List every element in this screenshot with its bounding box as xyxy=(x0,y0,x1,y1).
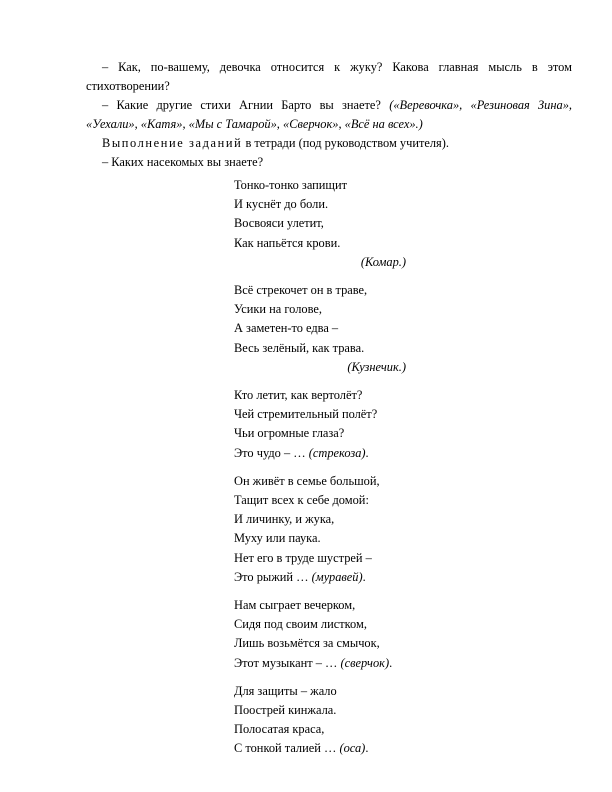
riddles-section xyxy=(234,176,464,768)
riddle-line: Кто летит, как вертолёт? xyxy=(234,388,363,403)
riddle-line: Тонко-тонко запищит xyxy=(234,178,348,192)
riddle-line-end: . xyxy=(362,569,366,584)
riddle-answer: (стрекоза) xyxy=(308,445,366,460)
riddle-line: Лишь возьмётся за смычок, xyxy=(234,636,380,651)
question-insects: – Каких насекомых вы знаете? xyxy=(102,155,264,169)
task-detail: в тетради (под руководством учителя). xyxy=(245,136,449,150)
riddle-line: Всё стрекочет он в траве, xyxy=(234,283,368,298)
question-other-poems-text: – Какие другие стихи Агнии Барто вы знаете? xyxy=(102,98,381,112)
riddle-last-line xyxy=(234,444,464,463)
riddle-ant xyxy=(234,472,464,587)
riddle-line-text: Этот музыкант – … xyxy=(234,655,338,670)
riddle-line: Нет его в труде шустрей – xyxy=(234,550,372,565)
intro-section xyxy=(86,58,572,172)
riddle-line: Как напьётся крови. xyxy=(234,235,341,250)
riddle-line-end: . xyxy=(389,655,393,670)
riddle-line: Тащит всех к себе домой: xyxy=(234,493,369,508)
riddle-last-line xyxy=(234,739,464,758)
riddle-answer: (Комар.) xyxy=(360,254,406,269)
riddle-answer: (сверчок) xyxy=(340,655,390,670)
riddle-answer: (муравей) xyxy=(311,569,363,584)
riddle-line: Нам сыграет вечерком, xyxy=(234,598,356,613)
riddle-line: Полосатая краса, xyxy=(234,722,325,737)
riddle-dragonfly xyxy=(234,386,464,463)
riddle-mosquito xyxy=(234,176,464,272)
task-instruction xyxy=(86,134,572,153)
riddle-line: Сидя под своим листком, xyxy=(234,617,367,632)
riddle-line: Усики на голове, xyxy=(234,302,322,317)
riddle-line: Чей стремительный полёт? xyxy=(234,407,378,422)
question-beetle: – Как, по-вашему, девочка относится к жуку? Какова главная мысль в этом стихотворении? xyxy=(86,60,572,93)
riddle-line-text: С тонкой талией … xyxy=(234,741,337,756)
riddle-line: Он живёт в семье большой, xyxy=(234,473,380,488)
riddle-line-end: . xyxy=(365,741,369,756)
riddle-last-line xyxy=(234,654,464,673)
riddle-line-text: Это чудо – … xyxy=(234,445,306,460)
poem-titles: («Веревочка», «Резиновая Зина», «Уехали», «Катя», «Мы с Тамарой», «Сверчок», «Всё на всех».) xyxy=(86,98,572,131)
riddle-wasp xyxy=(234,682,464,759)
riddle-line-text: Это рыжий … xyxy=(234,569,309,584)
riddle-line: И куснёт до боли. xyxy=(234,197,329,212)
riddle-answer: (оса) xyxy=(339,741,366,756)
riddle-line: Восвояси улетит, xyxy=(234,216,324,231)
riddle-answer: (Кузнечик.) xyxy=(347,359,406,374)
riddle-line: Муху или паука. xyxy=(234,531,321,546)
riddle-cricket xyxy=(234,596,464,673)
riddle-line: Весь зелёный, как трава. xyxy=(234,340,365,355)
question-other-poems xyxy=(86,96,572,134)
riddle-line-end: . xyxy=(365,445,369,460)
riddle-line: И личинку, и жука, xyxy=(234,512,335,527)
task-heading: Выполнение заданий xyxy=(102,136,243,150)
riddle-line: А заметен-то едва – xyxy=(234,321,339,336)
riddle-line: Чьи огромные глаза? xyxy=(234,426,345,441)
riddle-line: Для защиты – жало xyxy=(234,683,337,698)
riddle-grasshopper xyxy=(234,281,464,377)
riddle-last-line xyxy=(234,568,464,587)
riddle-line: Поострей кинжала. xyxy=(234,703,337,718)
